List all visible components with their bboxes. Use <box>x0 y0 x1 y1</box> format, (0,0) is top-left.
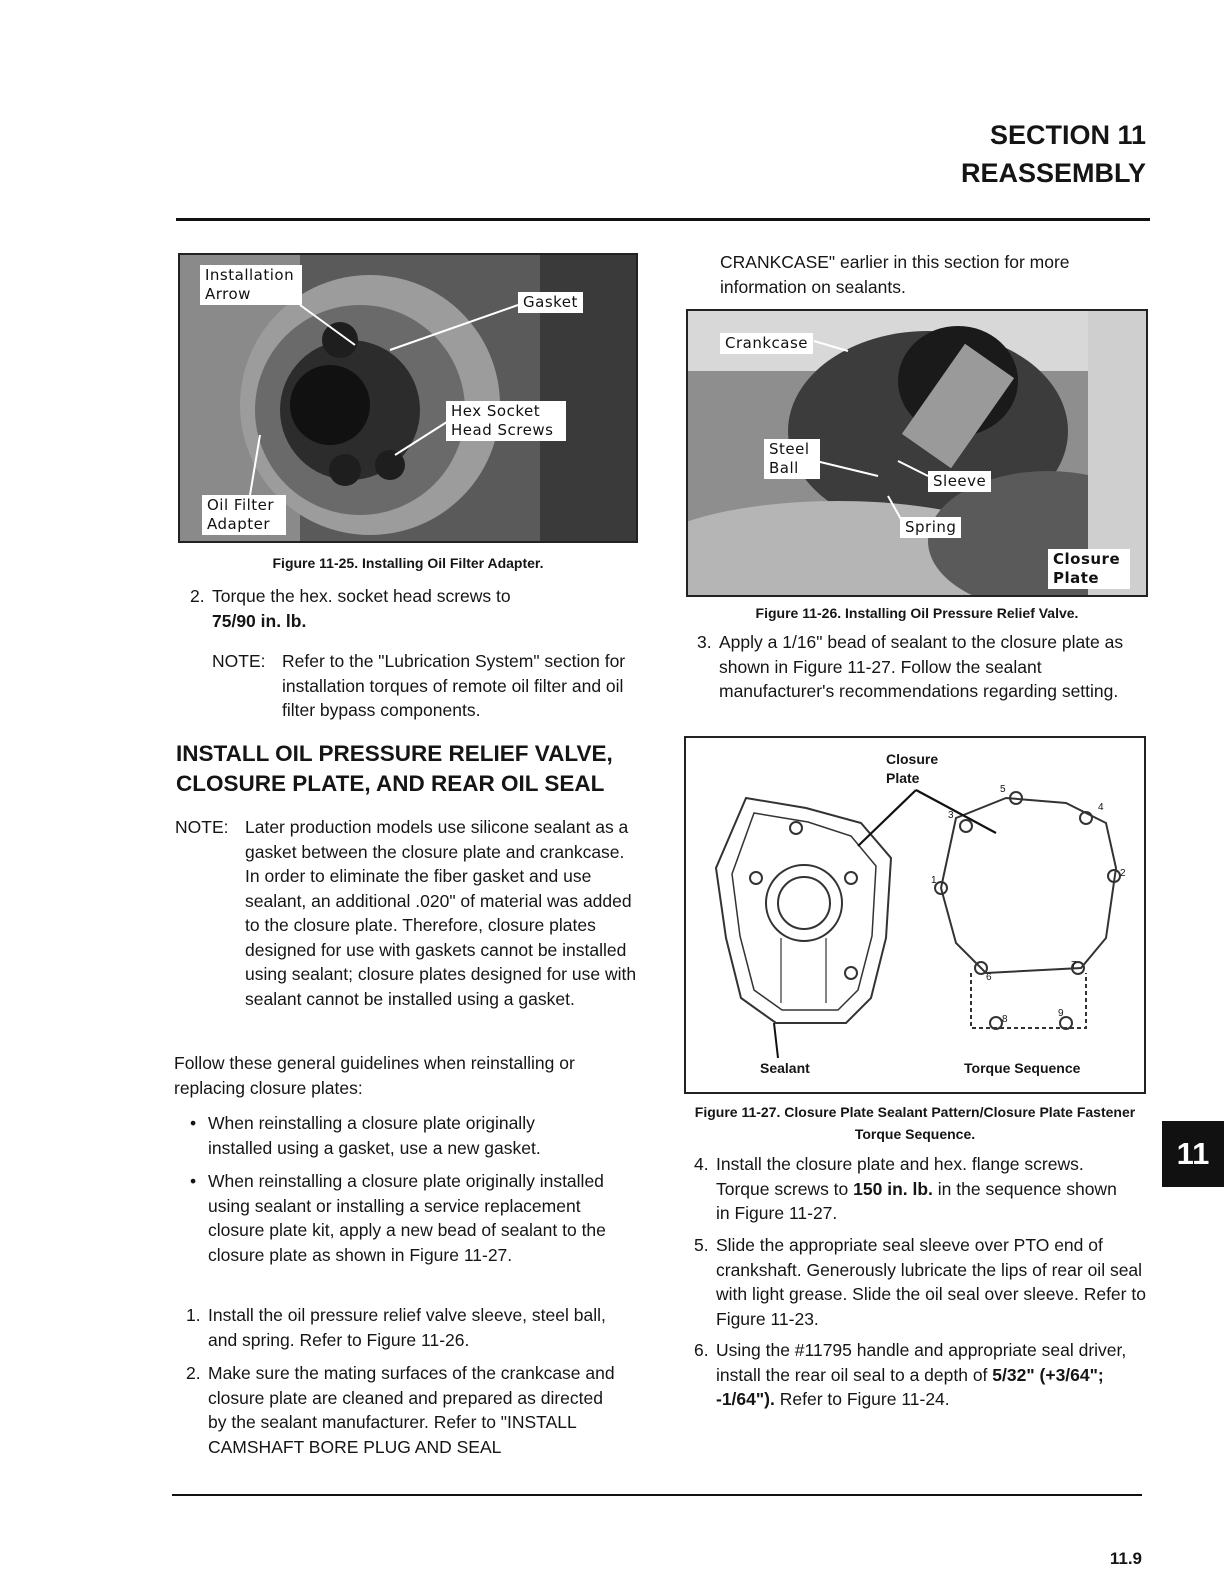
step-1-number: 1. <box>186 1305 201 1325</box>
label-closure-plate: Closure Plate <box>1048 549 1130 589</box>
page-number: 11.9 <box>1109 1549 1142 1568</box>
note-1-label: NOTE: <box>212 651 266 671</box>
step-2-number: 2. <box>190 586 205 606</box>
figure-11-26-caption: Figure 11-26. Installing Oil Pressure Relief Valve. <box>755 605 1079 621</box>
figure-11-25-photo <box>178 253 638 543</box>
step-5-number: 5. <box>694 1235 709 1255</box>
label-steel-ball: Steel Ball <box>764 439 820 479</box>
label-sealant: Sealant <box>760 1060 810 1076</box>
note-2-label: NOTE: <box>175 817 229 837</box>
bolt-number-4: 4 <box>1098 802 1104 813</box>
step-4-torque-value: 150 in. lb. <box>853 1178 933 1199</box>
label-closure-plate-27: Closure Plate <box>886 751 939 786</box>
label-oil-filter-adapter: Oil Filter Adapter <box>202 495 286 535</box>
closure-plate-drawing <box>686 738 1146 1094</box>
step-3-number: 3. <box>697 632 712 652</box>
bolt-number-5: 5 <box>1000 784 1006 795</box>
section-tab: 11 <box>1162 1121 1224 1187</box>
step-4-tail: in the sequence shown in Figure 11-27. <box>716 1178 1117 1223</box>
figure-11-26-photo <box>686 309 1148 597</box>
step-6-depth-value: 5/32" (+3/64"; -1/64"). <box>716 1364 1104 1409</box>
bolt-number-7: 7 <box>1071 960 1077 971</box>
step-6-tail: Refer to Figure 11-24. <box>779 1389 950 1409</box>
bolt-number-3: 3 <box>948 810 954 821</box>
label-torque-sequence: Torque Sequence <box>964 1060 1081 1076</box>
step-2-text <box>212 584 632 633</box>
bolt-number-2: 2 <box>1120 868 1126 879</box>
step-4-body: Install the closure plate and hex. flange screws. Torque screws to <box>716 1154 1084 1199</box>
step-1-text: Install the oil pressure relief valve sleeve, steel ball, and spring. Refer to Figure 11-26. <box>208 1305 606 1350</box>
label-installation-arrow: Installation Arrow <box>200 265 302 305</box>
label-hex-socket-screws: Hex Socket Head Screws <box>446 401 566 441</box>
bullet-1-text: When reinstalling a closure plate originally installed using a gasket, use a new gasket. <box>208 1113 541 1158</box>
step-4-text <box>716 1152 1132 1226</box>
step-2b-number: 2. <box>186 1363 201 1383</box>
step-6-number: 6. <box>694 1340 709 1360</box>
step-2-body: Torque the hex. socket head screws to <box>212 586 511 606</box>
step-6-body: Using the #11795 handle and appropriate seal driver, install the rear oil seal to a depth of <box>716 1340 1127 1385</box>
bolt-number-9: 9 <box>1058 1008 1064 1019</box>
label-spring: Spring <box>900 517 961 538</box>
guidelines-text: Follow these general guidelines when reinstalling or replacing closure plates: <box>174 1053 575 1098</box>
step-5-text: Slide the appropriate seal sleeve over PTO end of crankshaft. Generously lubricate the lips of rear oil seal with light grease. Slide the oil seal over sleeve. Refer to Figure 11-23. <box>716 1235 1146 1329</box>
bolt-number-8: 8 <box>1002 1014 1008 1025</box>
bolt-number-6: 6 <box>986 972 992 983</box>
note-2-text: Later production models use silicone sealant as a gasket between the closure plate and crankcase. In order to eliminate the fiber gasket and use sealant, an additional .020" of material was added to the closure plate. Therefore, closure plates designed for use with gaskets cannot be installed using sealant; closure plates designed for use with sealant cannot be installed using a gasket. <box>245 817 637 1009</box>
step-2-torque-value: 75/90 in. lb. <box>212 610 307 631</box>
footer-rule <box>172 1494 1142 1496</box>
section-number: SECTION 11 <box>989 120 1146 150</box>
section-title: REASSEMBLY <box>960 158 1146 188</box>
label-sleeve: Sleeve <box>928 471 991 492</box>
bullet-2-dot: • <box>190 1171 197 1191</box>
section-heading: INSTALL OIL PRESSURE RELIEF VALVE, CLOSURE PLATE, AND REAR OIL SEAL <box>176 741 613 796</box>
continued-text: CRANKCASE" earlier in this section for more information on sealants. <box>720 252 1070 297</box>
figure-11-27-diagram <box>684 736 1146 1094</box>
figure-11-25-caption: Figure 11-25. Installing Oil Filter Adapter. <box>272 555 544 571</box>
bullet-2-text: When reinstalling a closure plate originally installed using sealant or installing a service replacement closure plate kit, apply a new bead of sealant to the closure plate as shown in Figure 11-27. <box>208 1171 606 1265</box>
bullet-1-dot: • <box>190 1113 197 1133</box>
label-gasket: Gasket <box>518 292 583 313</box>
figure-11-27-caption: Figure 11-27. Closure Plate Sealant Pattern/Closure Plate Fastener Torque Sequence. <box>694 1104 1136 1142</box>
header-rule <box>176 218 1150 221</box>
step-6-text <box>716 1338 1130 1412</box>
note-1-text: Refer to the "Lubrication System" section for installation torques of remote oil filter and oil filter bypass components. <box>282 651 626 720</box>
step-2b-text: Make sure the mating surfaces of the crankcase and closure plate are cleaned and prepared as directed by the sealant manufacturer. Refer to "INSTALL CAMSHAFT BORE PLUG AND SEAL <box>208 1363 615 1457</box>
bolt-number-1: 1 <box>931 875 937 886</box>
label-crankcase: Crankcase <box>720 333 813 354</box>
step-3-text: Apply a 1/16" bead of sealant to the closure plate as shown in Figure 11-27. Follow the sealant manufacturer's recommendations regarding setting. <box>719 632 1124 701</box>
step-4-number: 4. <box>694 1154 709 1174</box>
